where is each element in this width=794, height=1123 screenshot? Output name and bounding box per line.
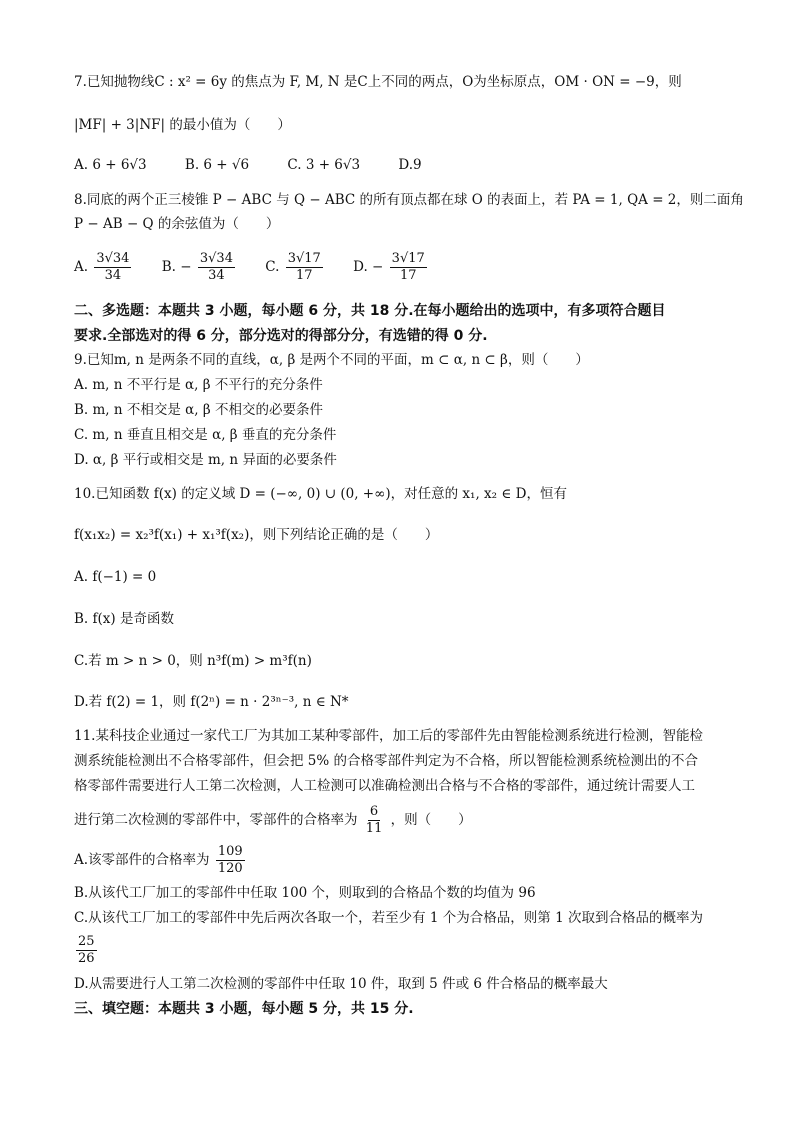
q10-option-d: D.若 f(2) = 1，则 f(2ⁿ) = n · 2³ⁿ⁻³, n ∈ N* bbox=[74, 694, 349, 710]
q9-option-b: B. m, n 不相交是 α, β 不相交的必要条件 bbox=[74, 402, 323, 418]
q9-option-d: D. α, β 平行或相交是 m, n 异面的必要条件 bbox=[74, 452, 337, 468]
q8-stem-line2: P − AB − Q 的余弦值为（ ） bbox=[74, 216, 280, 232]
section2-heading-line2: 要求.全部选对的得 6 分，部分选对的得部分分，有选错的得 0 分. bbox=[74, 328, 488, 344]
q9-option-c: C. m, n 垂直且相交是 α, β 垂直的充分条件 bbox=[74, 427, 337, 443]
q8-option-b-fraction: $\frac{3√34}{34}$ bbox=[199, 251, 233, 283]
q11-option-c: C.从该代工厂加工的零部件中先后两次各取一个，若至少有 1 个为合格品，则第 1 次取到合格品的概率为 bbox=[74, 910, 703, 926]
q8-option-c: C. $\frac{3√17}{17}$ bbox=[265, 251, 321, 283]
q7-option-c: C. 3 + 6√3 bbox=[287, 157, 361, 173]
q11-option-c-fraction: $\frac{25}{26}$ bbox=[78, 934, 95, 966]
q8-option-a-fraction: $\frac{3√34}{34}$ bbox=[96, 251, 130, 283]
q10-option-a: A. f(−1) = 0 bbox=[74, 569, 157, 585]
q7-stem-line2: |MF| + 3|NF| 的最小值为（ ） bbox=[74, 117, 291, 133]
q10-stem-line2: f(x₁x₂) = x₂³f(x₁) + x₁³f(x₂)，则下列结论正确的是（ ） bbox=[74, 527, 439, 543]
q11-option-a: A.该零部件的合格率为 $\frac{109}{120}$ bbox=[74, 844, 243, 876]
q8-option-d: D. − $\frac{3√17}{17}$ bbox=[353, 251, 425, 283]
q10-option-b: B. f(x) 是奇函数 bbox=[74, 611, 174, 627]
q11-option-a-fraction: $\frac{109}{120}$ bbox=[217, 844, 243, 876]
q11-stem-line2: 测系统能检测出不合格零部件，但会把 5% 的合格零部件判定为不合格，所以智能检测系统检测出的不合 bbox=[74, 753, 698, 769]
q8-option-d-fraction: $\frac{3√17}{17}$ bbox=[391, 251, 425, 283]
q9-stem: 9.已知m, n 是两条不同的直线，α, β 是两个不同的平面，m ⊂ α, n ⊂ β，则（ ） bbox=[74, 352, 589, 368]
section2-heading-line1: 二、多选题：本题共 3 小题，每小题 6 分，共 18 分.在每小题给出的选项中，有多项符合题目 bbox=[74, 303, 666, 319]
q11-option-b: B.从该代工厂加工的零部件中任取 100 个，则取到的合格品个数的均值为 96 bbox=[74, 885, 536, 901]
q7-option-d: D.9 bbox=[398, 157, 422, 173]
q10-stem-line1: 10.已知函数 f(x) 的定义域 D = (−∞, 0) ∪ (0, +∞)，对任意的 x₁, x₂ ∈ D，恒有 bbox=[74, 486, 567, 502]
q7-options bbox=[74, 155, 456, 175]
q11-option-c-fraction-line bbox=[74, 930, 99, 970]
section3-heading: 三、填空题：本题共 3 小题，每小题 5 分，共 15 分. bbox=[74, 1001, 414, 1017]
q8-option-a: A. $\frac{3√34}{34}$ bbox=[74, 251, 130, 283]
q8-option-c-fraction: $\frac{3√17}{17}$ bbox=[287, 251, 321, 283]
q11-pass-rate-fraction: $\frac{6}{11}$ bbox=[365, 804, 383, 836]
q11-stem-line3: 格零部件需要进行人工第二次检测，人工检测可以准确检测出合格与不合格的零部件，通过统计需要人工 bbox=[74, 778, 695, 794]
q11-stem-line4: 进行第二次检测的零部件中，零部件的合格率为 $\frac{6}{11}$ ，则（ ） bbox=[74, 804, 472, 836]
q8-option-b: B. − $\frac{3√34}{34}$ bbox=[161, 251, 233, 283]
q11-stem-line1: 11.某科技企业通过一家代工厂为其加工某种零部件，加工后的零部件先由智能检测系统进行检测，智能检 bbox=[74, 728, 703, 744]
q8-stem-line1: 8.同底的两个正三棱锥 P − ABC 与 Q − ABC 的所有顶点都在球 O 的表面上，若 PA = 1, QA = 2，则二面角 bbox=[74, 192, 744, 208]
q7-stem-line1: 7.已知抛物线C : x² = 6y 的焦点为 F, M, N 是C上不同的两点，O为坐标原点，OM · ON = −9，则 bbox=[74, 74, 682, 90]
q7-option-b: B. 6 + √6 bbox=[184, 157, 250, 173]
q8-options bbox=[74, 247, 463, 287]
q9-option-a: A. m, n 不平行是 α, β 不平行的充分条件 bbox=[74, 377, 323, 393]
q10-option-c: C.若 m > n > 0，则 n³f(m) > m³f(n) bbox=[74, 653, 312, 669]
q7-option-a: A. 6 + 6√3 bbox=[74, 157, 147, 173]
q11-option-d: D.从需要进行人工第二次检测的零部件中任取 10 件，取到 5 件或 6 件合格品的概率最大 bbox=[74, 976, 608, 992]
